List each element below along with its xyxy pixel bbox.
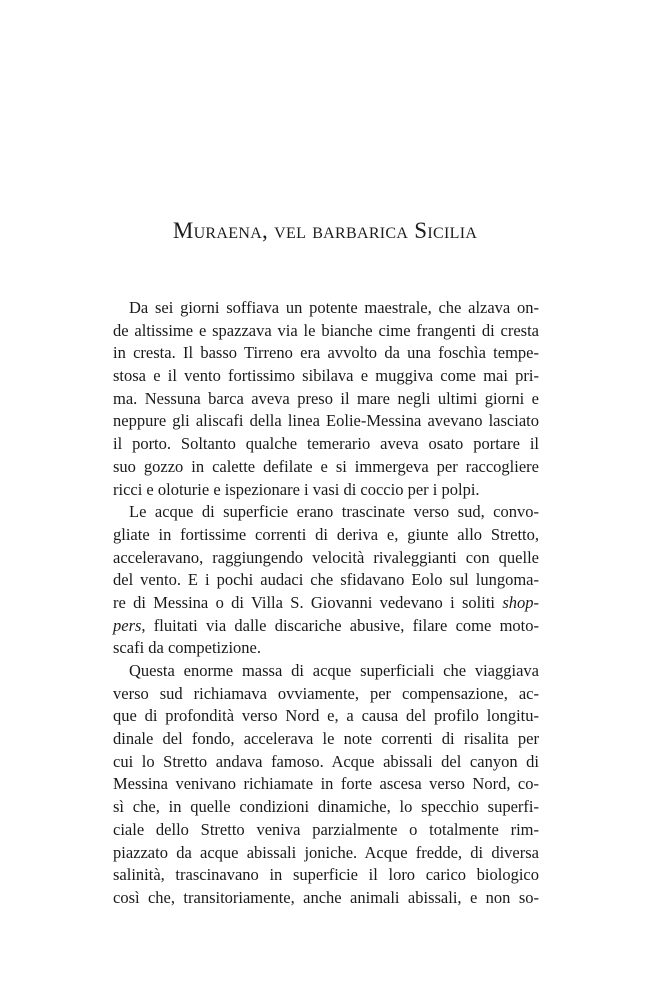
text-line: Le acque di superficie erano trascinate verso sud, convo- <box>129 502 539 522</box>
text-line: neppure gli aliscafi della linea Eolie-Messina avevano lasciato <box>113 411 539 431</box>
body-text <box>113 297 539 910</box>
text-line: Questa enorme massa di acque superficiali che viaggiava <box>129 661 539 680</box>
text-line: dinale del fondo, accelerava le note correnti di risalita per <box>113 729 539 749</box>
text-line: ciale dello Stretto veniva parzialmente o totalmente rim- <box>113 819 539 839</box>
text-line: il porto. Soltanto qualche temerario aveva osato portare il <box>113 434 539 454</box>
text-line: ricci e oloturie e ispezionare i vasi di coccio per i polpi. <box>113 479 480 499</box>
chapter-title: Muraena, vel barbarica Sicilia <box>172 218 478 243</box>
text-line: del vento. E i pochi audaci che sfidavano Eolo sul lungoma- <box>113 570 539 590</box>
text-line: piazzato da acque abissali joniche. Acque fredde, di diversa <box>113 842 539 862</box>
text-line: sì che, in quelle condizioni dinamiche, lo specchio superfi- <box>113 797 539 817</box>
text-line-with-italic <box>113 592 539 615</box>
text-line: acceleravano, raggiungendo velocità rivaleggianti con quelle <box>113 547 539 567</box>
text-line: que di profondità verso Nord e, a causa del profilo longitu- <box>113 706 539 726</box>
text-segment: re di Messina o di Villa S. Giovanni vedevano i soliti <box>113 592 496 612</box>
text-line: stosa e il vento fortissimo sibilava e muggiva come mai pri- <box>113 366 539 386</box>
text-line: così che, transitoriamente, anche animali abissali, e non so- <box>113 887 539 907</box>
text-line: suo gozzo in calette defilate e si immergeva per raccogliere <box>113 456 539 476</box>
text-segment: , fluitati via dalle discariche abusive, filare come moto- <box>141 615 539 635</box>
text-line: verso sud richiamava ovviamente, per compensazione, ac- <box>113 683 539 703</box>
text-line: gliate in fortissime correnti di deriva e, giunte allo Stretto, <box>113 524 539 544</box>
text-line: cui lo Stretto andava famoso. Acque abissali del canyon di <box>113 751 539 771</box>
text-line: scafi da competizione. <box>113 638 261 658</box>
text-line: salinità, trascinavano in superficie il loro carico biologico <box>113 865 539 885</box>
italic-word: pers <box>113 615 142 635</box>
text-line: de altissime e spazzava via le bianche cime frangenti di cresta <box>113 320 539 340</box>
italic-word: shop- <box>502 592 539 612</box>
text-line: Messina venivano richiamate in forte ascesa verso Nord, co- <box>113 774 539 794</box>
text-line: ma. Nessuna barca aveva preso il mare negli ultimi giorni e <box>113 388 539 408</box>
text-line: Da sei giorni soffiava un potente maestrale, che alzava on- <box>129 298 539 317</box>
text-line: in cresta. Il basso Tirreno era avvolto da una foschìa tempe- <box>113 343 539 363</box>
text-line-with-italic <box>113 615 539 638</box>
